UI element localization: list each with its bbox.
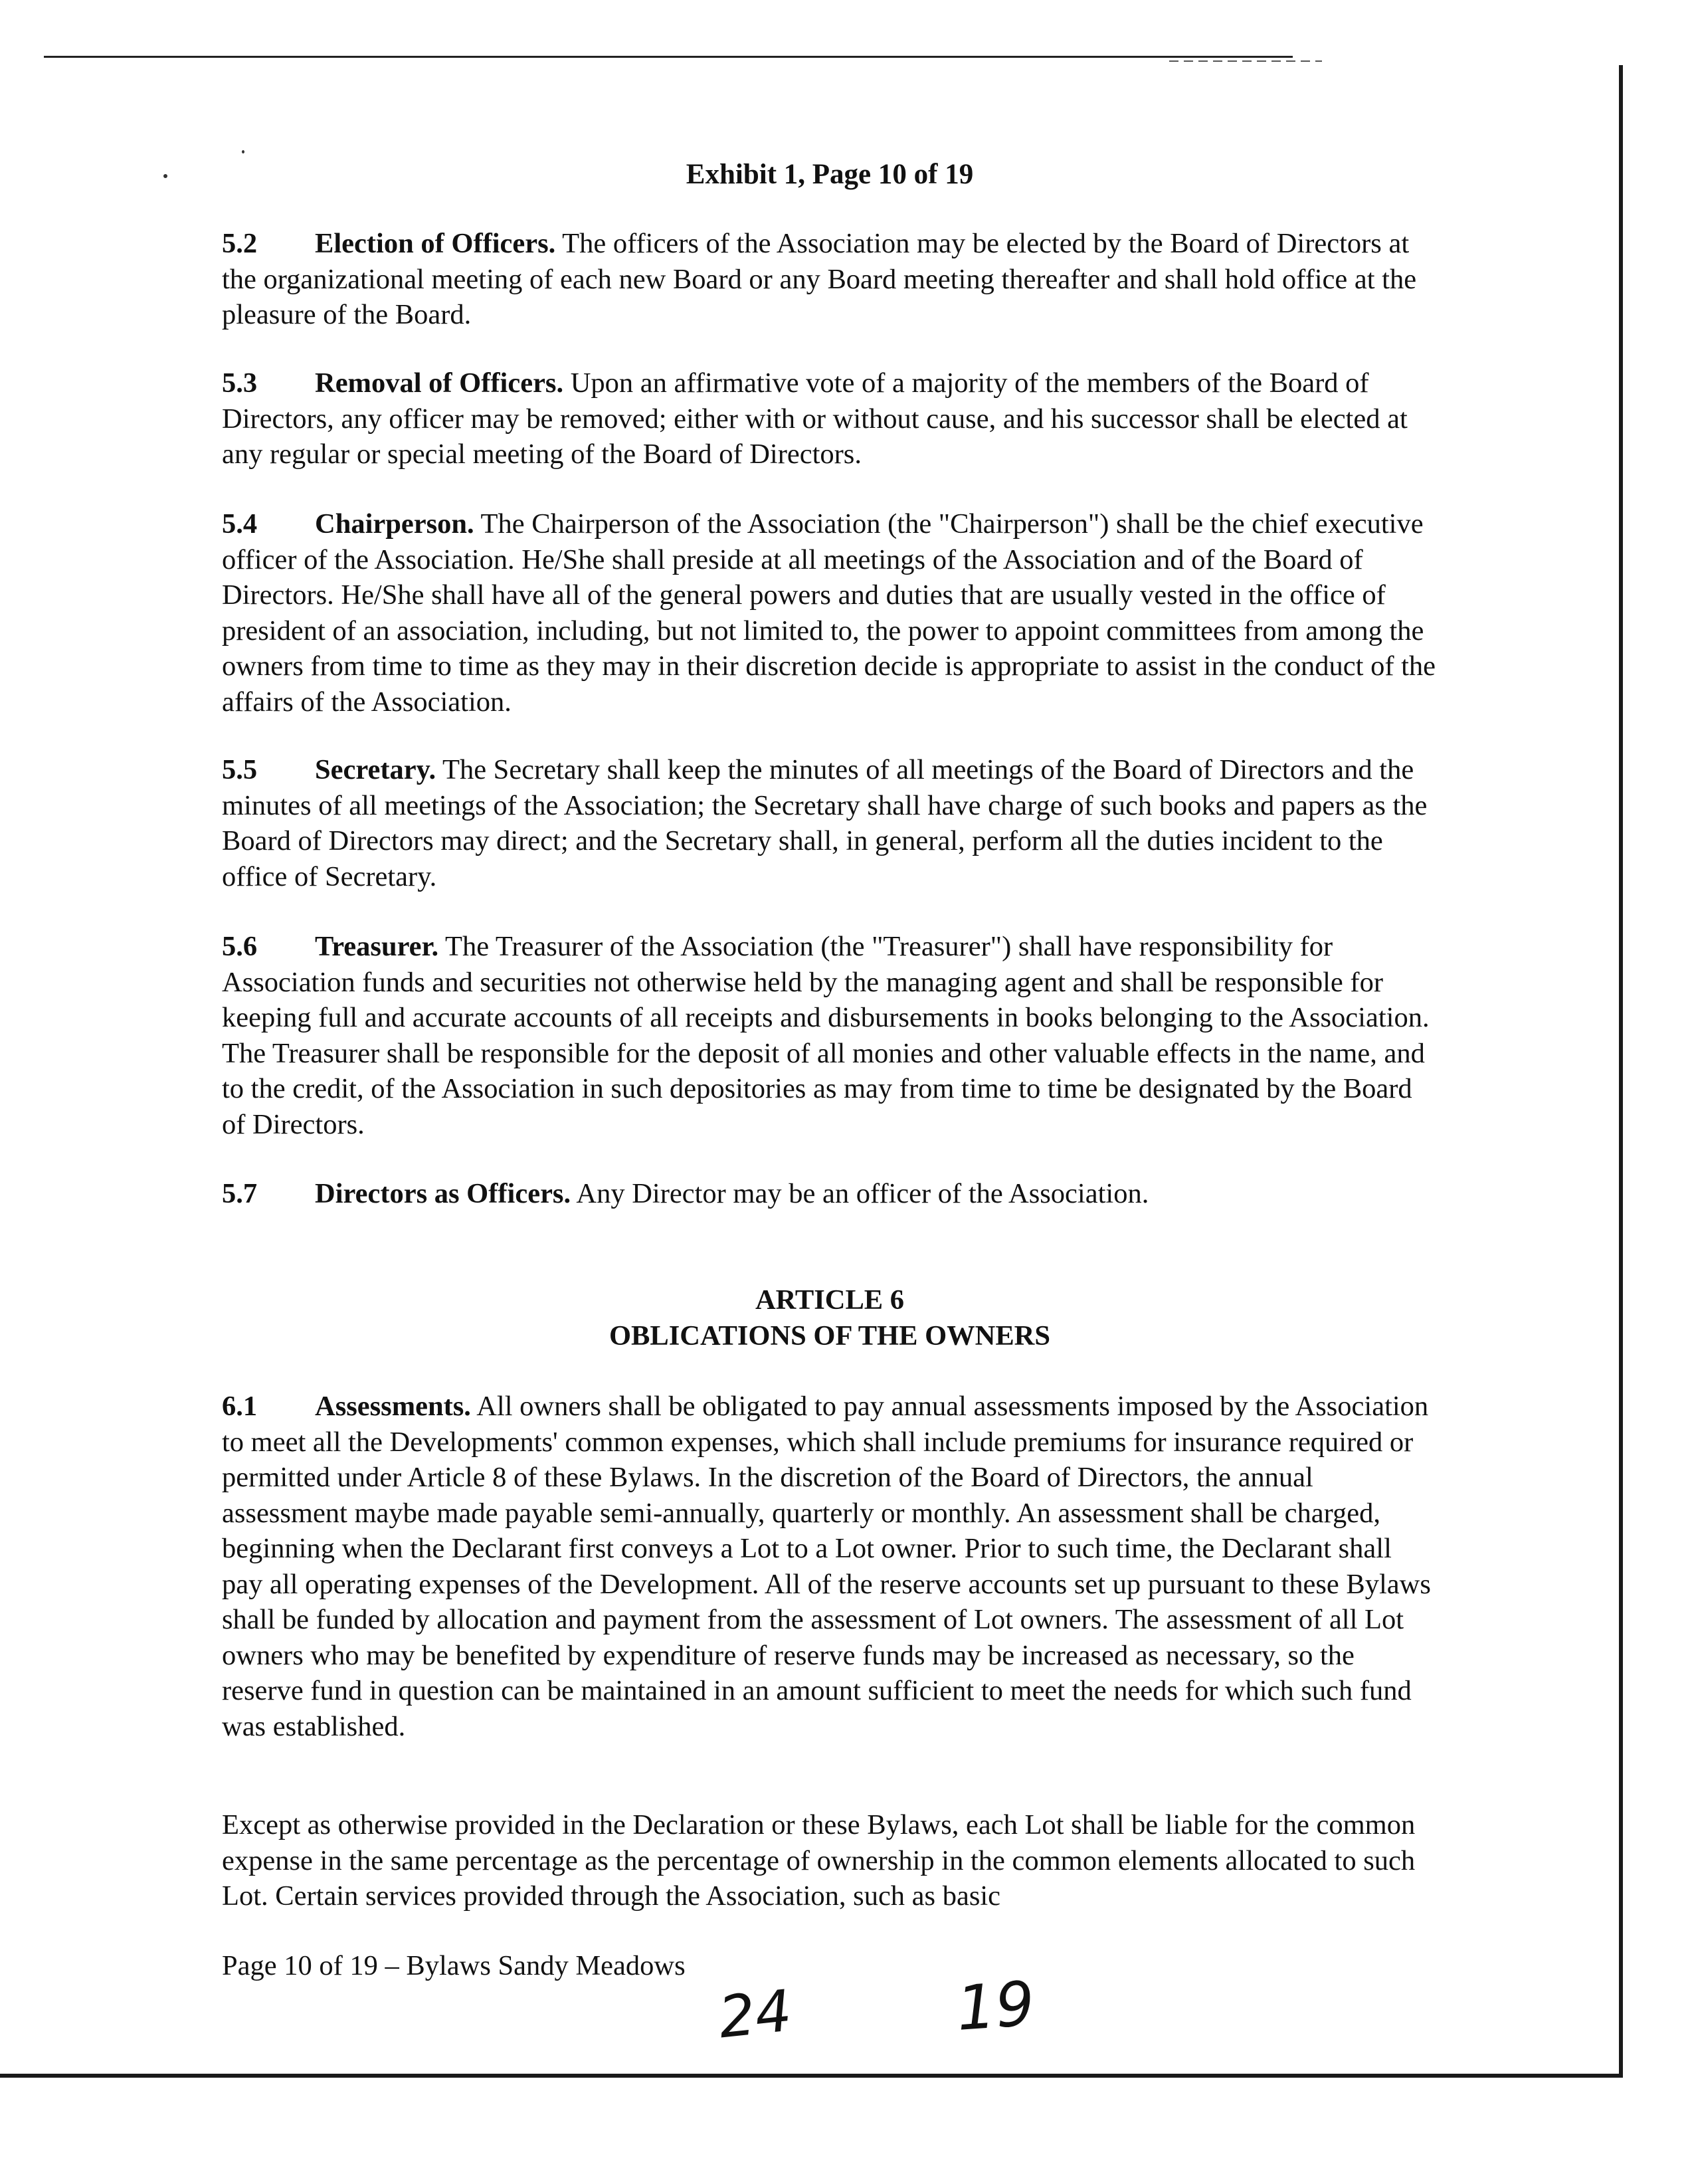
top-rule (44, 56, 1293, 58)
section-number: 5.5 (222, 754, 258, 785)
page-header: Exhibit 1, Page 10 of 19 (686, 159, 974, 190)
section-title: Assessments. (315, 1391, 471, 1422)
section-text: The Secretary shall keep the minutes of all meetings of the Board of Directors and the minutes of all meetings of the Association; the Secretary shall have charge of such books and papers as the Board of Directors may direct; and the Secretary shall, in general, perform all the duties incident to the office of Secretary. (222, 754, 1428, 892)
top-rule-faint (1169, 60, 1322, 62)
section-title: Secretary. (315, 754, 436, 785)
section-5-4 (222, 506, 1438, 720)
right-border (1619, 65, 1623, 2076)
section-6-1 (222, 1389, 1438, 1744)
section-number: 5.7 (222, 1178, 258, 1209)
section-text: The Treasurer of the Association (the "Treasurer") shall have responsibility for Association funds and securities not otherwise held by the managing agent and shall be responsible for keeping full and accurate accounts of all receipts and disbursements in books belonging to the Association. The Treasurer shall be responsible for the deposit of all monies and other valuable effects in the name, and to the credit, of the Association in such depositories as may from time to time be designated by the Board of Directors. (222, 931, 1430, 1140)
section-5-6 (222, 929, 1438, 1142)
section-5-3 (222, 365, 1438, 472)
section-title: Election of Officers. (315, 228, 556, 259)
bottom-border (0, 2074, 1623, 2078)
article-heading (222, 1282, 1438, 1353)
section-text: The Chairperson of the Association (the "Chairperson") shall be the chief executive officer of the Association. He/She shall preside at all meetings of the Association and of the Board of Directors. He/She shall have all of the general powers and duties that are usually vested in the office of president of an association, including, but not limited to, the power to appoint committees from among the owners from time to time as they may in their discretion decide is appropriate to assist in the conduct of the affairs of the Association. (222, 508, 1436, 718)
section-number: 6.1 (222, 1391, 258, 1422)
handwritten-number: 24 (715, 1977, 795, 2052)
section-title: Removal of Officers. (315, 367, 564, 399)
scan-speck (163, 174, 167, 178)
section-number: 5.2 (222, 228, 258, 259)
scan-speck (242, 150, 244, 153)
section-title: Directors as Officers. (315, 1178, 571, 1209)
section-number: 5.4 (222, 508, 258, 540)
continuation-paragraph: Except as otherwise provided in the Declaration or these Bylaws, each Lot shall be liable for the common expense in the same percentage as the percentage of ownership in the common elements allocated to such Lot. Certain services provided through the Association, such as basic (222, 1809, 1416, 1912)
section-text: All owners shall be obligated to pay annual assessments imposed by the Association to meet all the Developments' common expenses, which shall include premiums for insurance required or permitted under Article 8 of these Bylaws. In the discretion of the Board of Directors, the annual assessment maybe made payable semi-annually, quarterly or monthly. An assessment shall be charged, beginning when the Declarant first conveys a Lot to a Lot owner. Prior to such time, the Declarant shall pay all operating expenses of the Development. All of the reserve accounts set up pursuant to these Bylaws shall be funded by allocation and payment from the assessment of Lot owners. The assessment of all Lot owners who may be benefited by expenditure of reserve funds may be increased as necessary, so the reserve fund in question can be maintained in an amount sufficient to meet the needs for which such fund was established. (222, 1391, 1431, 1742)
page-footer: Page 10 of 19 – Bylaws Sandy Meadows (222, 1950, 686, 1981)
section-5-5 (222, 752, 1438, 894)
section-text: The officers of the Association may be elected by the Board of Directors at the organizational meeting of each new Board or any Board meeting thereafter and shall hold office at the pleasure of the Board. (222, 228, 1417, 330)
section-text: Upon an affirmative vote of a majority of the members of the Board of Directors, any officer may be removed; either with or without cause, and his successor shall be elected at any regular or special meeting of the Board of Directors. (222, 367, 1408, 470)
article-number: ARTICLE 6 (755, 1284, 905, 1316)
section-title: Treasurer. (315, 931, 439, 962)
section-title: Chairperson. (315, 508, 474, 540)
section-5-2 (222, 226, 1438, 333)
section-5-7 (222, 1176, 1438, 1212)
section-number: 5.3 (222, 367, 258, 399)
handwritten-number: 19 (954, 1968, 1037, 2044)
section-number: 5.6 (222, 931, 258, 962)
article-title: OBLICATIONS OF THE OWNERS (609, 1320, 1051, 1351)
section-text: Any Director may be an officer of the Association. (576, 1178, 1149, 1209)
